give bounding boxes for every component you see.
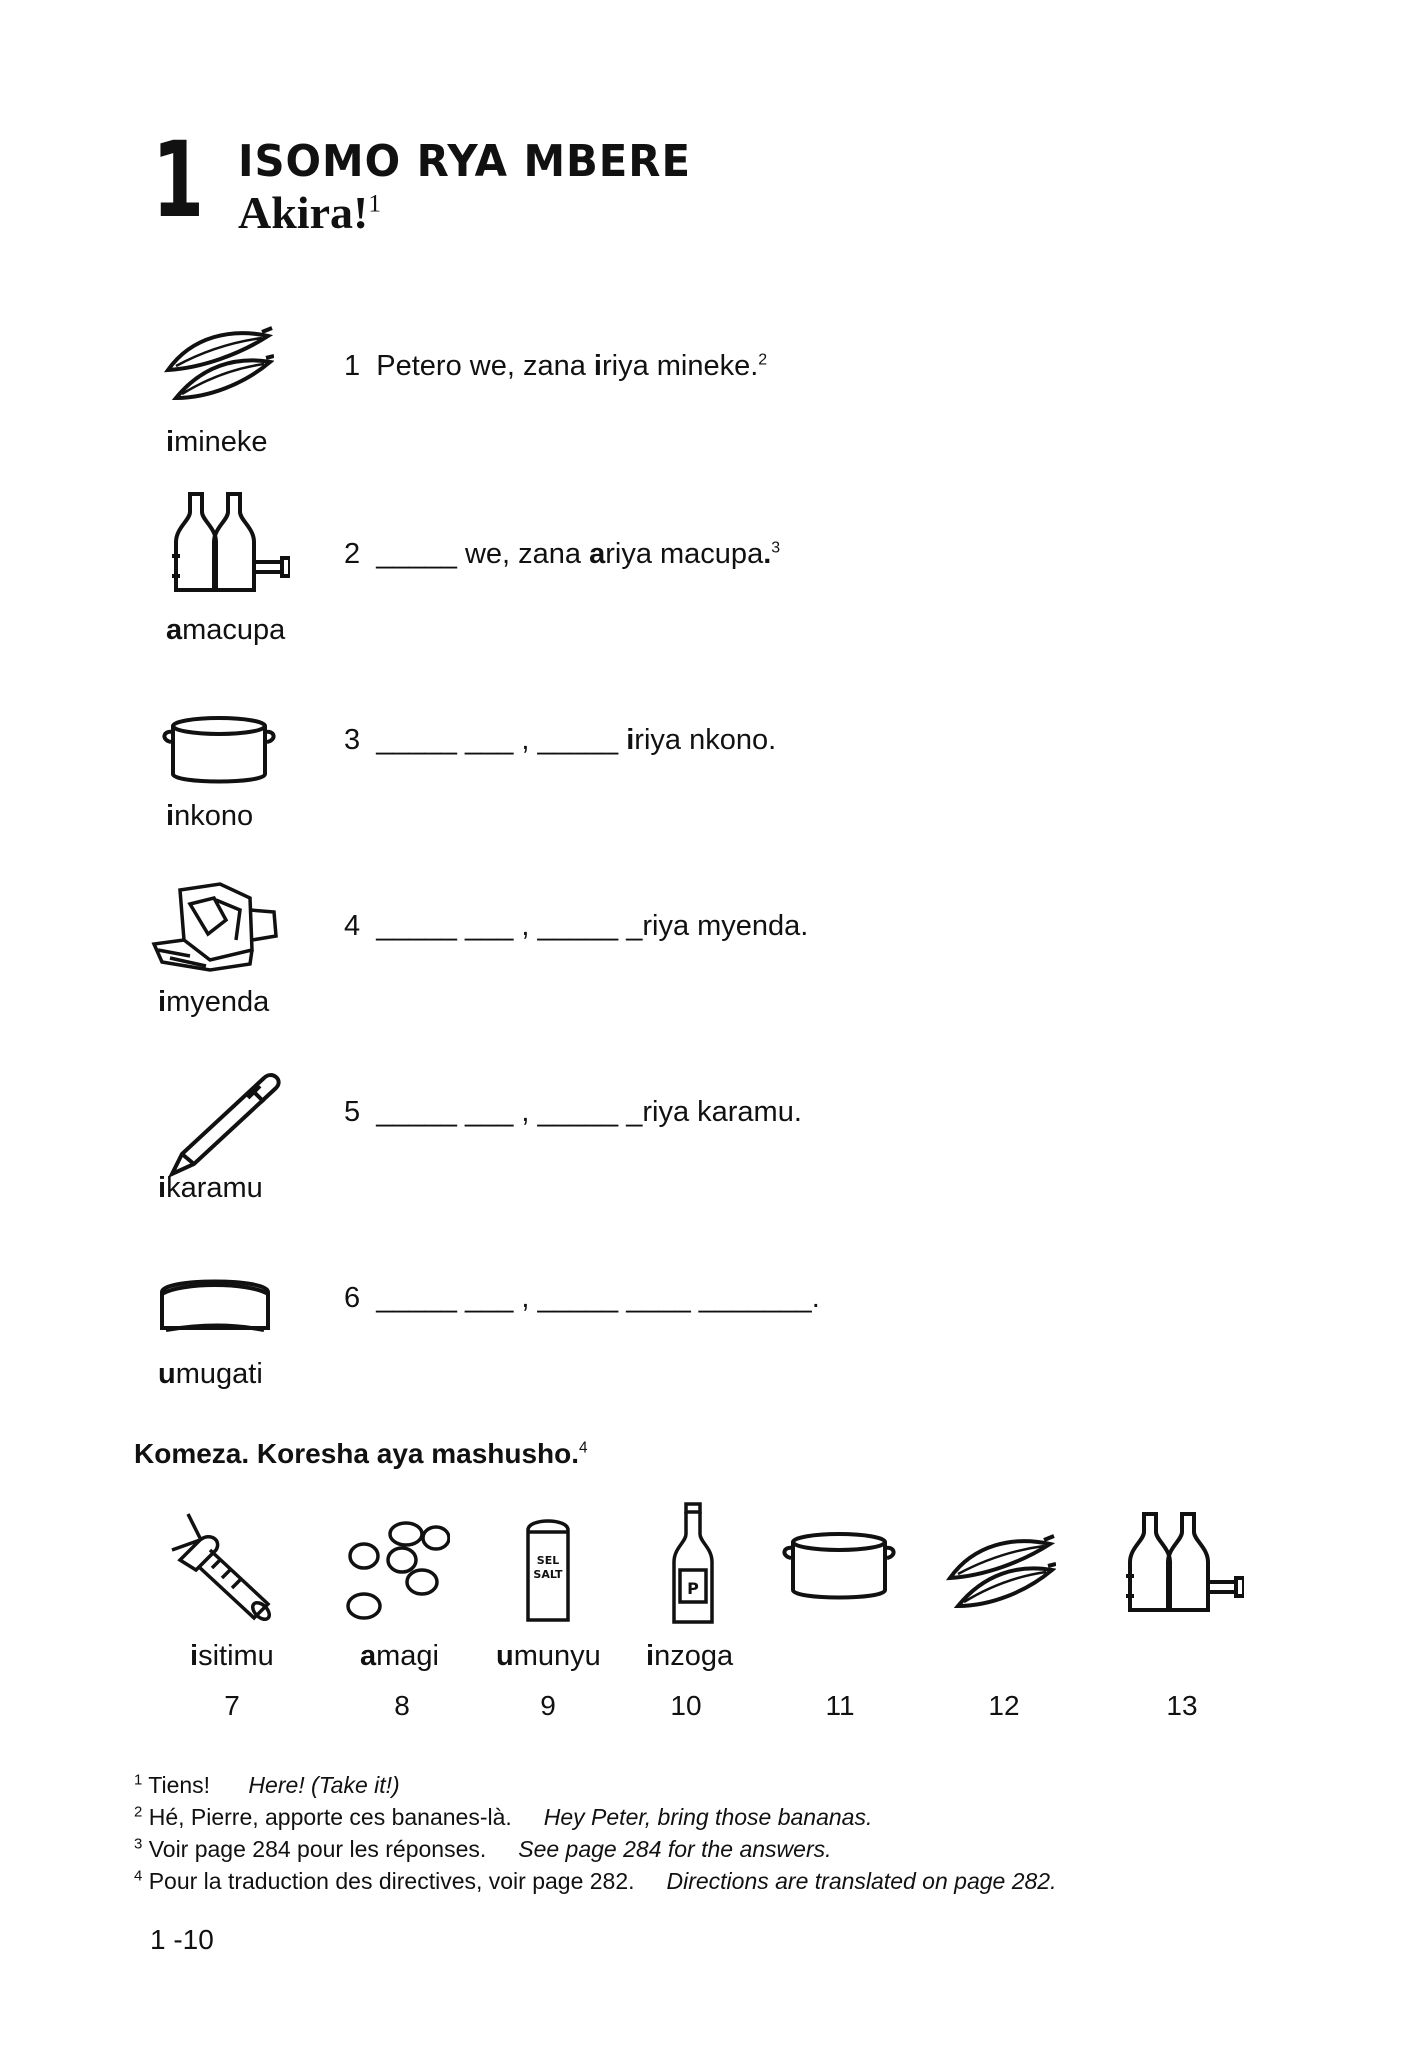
salt-shaker-icon	[522, 1516, 574, 1626]
footnote: $^2$ Hé, Pierre, apporte ces bananes-là. Hey Peter, bring those bananas.	[134, 1803, 873, 1830]
vocab-word: imineke	[166, 426, 268, 458]
item-number: 7	[224, 1690, 240, 1721]
vocab-word: imyenda	[158, 986, 270, 1018]
vocab-word: umunyu	[496, 1640, 601, 1672]
bread-icon	[152, 1274, 278, 1334]
vocab-word: inkono	[166, 800, 254, 832]
vocab-word: umugati	[158, 1358, 263, 1390]
beer-label: P	[687, 1579, 699, 1598]
lesson-title: Akira!$^1$	[238, 187, 381, 238]
bananas-icon	[162, 322, 274, 406]
lesson-number: 1	[152, 119, 205, 241]
beer-bottle-icon	[670, 1500, 718, 1626]
instruction: Komeza. Koresha aya mashusho.$^4$	[134, 1438, 588, 1469]
item-number: 12	[988, 1690, 1020, 1721]
exercise-sentence: 3 _____ ___ , _____ iriya nkono.	[344, 724, 777, 756]
item-number: 13	[1166, 1690, 1198, 1721]
vocab-word: ikaramu	[158, 1172, 263, 1204]
footnote-ref: 1	[368, 189, 381, 218]
vocab-word: amacupa	[166, 614, 286, 646]
vocab-word: amagi	[360, 1640, 439, 1672]
vocab-word: inzoga	[646, 1640, 734, 1672]
footnote: $^1$ Tiens! Here! (Take it!)	[134, 1771, 400, 1798]
flashlight-icon	[170, 1510, 290, 1622]
exercise-sentence: 1 Petero we, zana iriya mineke.$^2$	[344, 350, 768, 382]
item-number: 11	[825, 1690, 855, 1721]
pot-icon	[162, 712, 276, 788]
exercise-sentence: 5 _____ ___ , _____ _riya karamu.	[344, 1096, 802, 1128]
bottles-icon	[170, 490, 290, 594]
lesson-label: ISOMO RYA MBERE	[238, 136, 691, 187]
bananas-icon	[944, 1530, 1056, 1614]
exercise-sentence: 2 _____ we, zana ariya macupa.$^3$	[344, 538, 781, 570]
eggs-icon	[344, 1520, 450, 1626]
clothes-icon	[150, 880, 282, 974]
item-number: 10	[670, 1690, 702, 1721]
salt-label-en: SALT	[533, 1568, 563, 1581]
item-number: 9	[540, 1690, 556, 1721]
exercise-sentence: 6 _____ ___ , _____ ____ _______.	[344, 1282, 820, 1314]
vocab-word: isitimu	[190, 1640, 274, 1672]
page-number: 1 -10	[150, 1924, 214, 1955]
pen-icon	[168, 1068, 288, 1178]
salt-label-fr: SEL	[536, 1554, 560, 1567]
footnote: $^4$ Pour la traduction des directives, voir page 282. Directions are translated on page 282.	[134, 1867, 1057, 1894]
pot-icon	[782, 1528, 896, 1604]
item-number: 8	[394, 1690, 410, 1721]
footnote: $^3$ Voir page 284 pour les réponses. See page 284 for the answers.	[134, 1835, 832, 1862]
exercise-sentence: 4 _____ ___ , _____ _riya myenda.	[344, 910, 809, 942]
bottles-icon	[1124, 1510, 1244, 1614]
